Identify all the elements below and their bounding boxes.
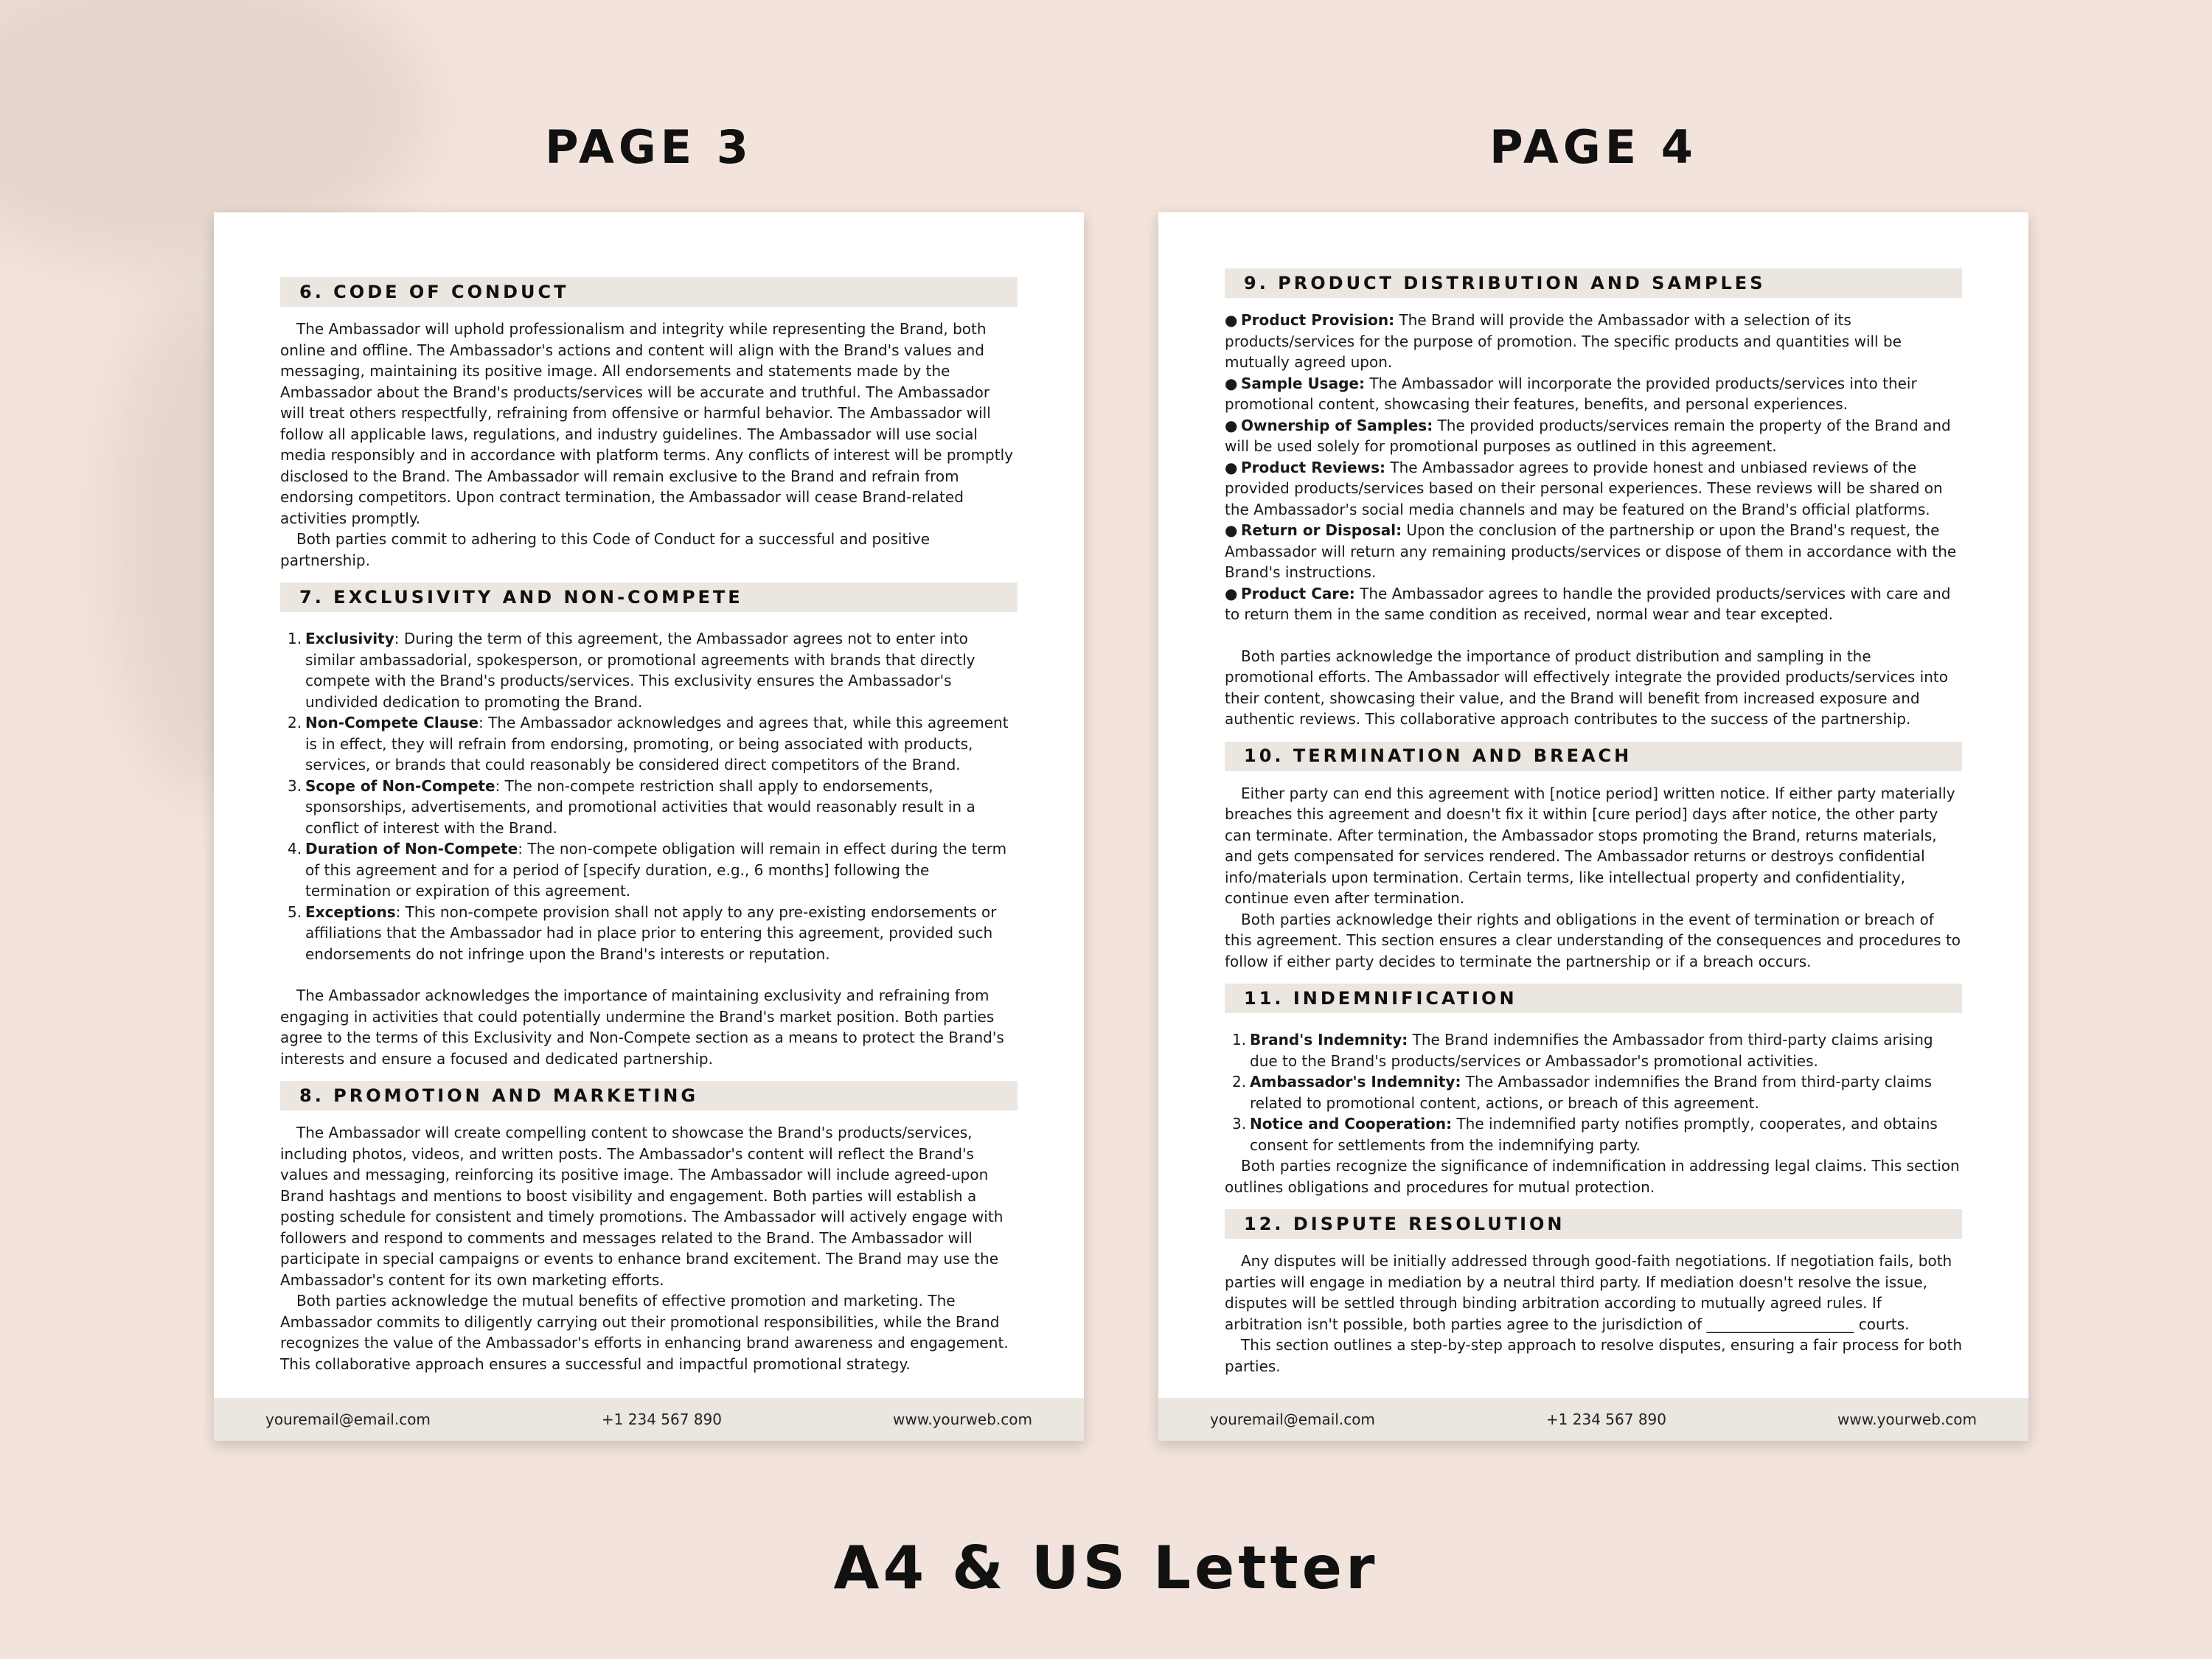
numbered-list [280,628,1018,964]
list-item: 4. Duration of Non-Compete: The non-compete obligation will remain in effect during the term of this agreement and for a period of [specify duration, e.g., 6 months] following the termination or expiration of this agreement. [288,840,1007,900]
section-indemnification [1225,984,1962,1197]
bullet-icon: ● [1225,521,1238,539]
footer-phone: +1 234 567 890 [601,1411,722,1428]
paragraph: This section outlines a step-by-step approach to resolve disputes, ensuring a fair process for both parties. [1225,1336,1963,1375]
numbered-list [1225,1029,1962,1155]
paragraph: Both parties acknowledge the importance of product distribution and sampling in the promotional efforts. The Ambassador will effectively integrate the provided products/services into their content, showcasing their value, and the Brand will benefit from increased exposure and authentic reviews. This collaborative approach contributes to the success of the partnership. [1225,647,1948,728]
section-heading: 12. DISPUTE RESOLUTION [1225,1209,1962,1239]
paragraph: Both parties commit to adhering to this Code of Conduct for a successful and positive partnership. [280,530,931,569]
document-page-4 [1158,212,2028,1441]
section-product-distribution [1225,268,1962,730]
list-item: 3. Scope of Non-Compete: The non-compete restriction shall apply to endorsements, sponsorships, advertisements, and promotional activities that would reasonably result in a conflict of interest with the Brand. [288,776,975,837]
section-heading: 10. TERMINATION AND BREACH [1225,742,1962,771]
format-label: A4 & US Letter [833,1534,1379,1602]
list-item: 3. Notice and Cooperation: The indemnified party notifies promptly, cooperates, and obtains consent for settlements from the indemnifying party. [1232,1115,1938,1154]
list-item: ● Product Care: The Ambassador agrees to handle the provided products/services with care and to return them in the same condition as received, normal wear and tear excepted. [1225,584,1951,623]
document-page-3 [214,212,1084,1441]
paragraph: The Ambassador will uphold professionalism and integrity while representing the Brand, both online and offline. The Ambassador's actions and content will align with the Brand's values and messaging, maintaining its positive image. All endorsements and statements made by the Ambassador about the Brand's products/services will be accurate and truthful. The Ambassador will treat others respectfully, refraining from offensive or harmful behavior. The Ambassador will follow all applicable laws, regulations, and industry guidelines. The Ambassador will use social media responsibly and in accordance with platform terms. Any conflicts of interest will be promptly disclosed to the Brand. The Ambassador will remain exclusive to the Brand and refrain from endorsing competitors. Upon contract termination, the Ambassador will cease Brand-related activities promptly. [280,320,1013,527]
footer-website: www.yourweb.com [893,1411,1032,1428]
page-4-label: PAGE 4 [1489,120,1697,174]
list-item: ● Return or Disposal: Upon the conclusion of the partnership or upon the Brand's request, the Ambassador will return any remaining products/services or dispose of them in accordance with the Brand's instructions. [1225,521,1957,581]
bullet-icon: ● [1225,311,1238,329]
section-heading: 6. CODE OF CONDUCT [280,277,1018,307]
bullet-icon: ● [1225,416,1238,434]
page-footer [214,1398,1084,1441]
section-exclusivity [280,582,1018,1069]
section-termination [1225,742,1962,973]
footer-email: youremail@email.com [1210,1411,1375,1428]
page-footer [1158,1398,2028,1441]
footer-website: www.yourweb.com [1837,1411,1977,1428]
paragraph: The Ambassador will create compelling content to showcase the Brand's products/services, including photos, videos, and written posts. The Ambassador's content will reflect the Brand's values and messaging, reinforcing its positive image. The Ambassador will include agreed-upon Brand hashtags and mentions to boost visibility and engagement. Both parties will establish a posting schedule for consistent and timely promotions. The Ambassador will actively engage with followers and respond to comments and messages related to the Brand. The Ambassador will participate in special campaigns or events to enhance brand excitement. The Brand may use the Ambassador's content for its own marketing efforts. [280,1124,1004,1289]
footer-email: youremail@email.com [265,1411,431,1428]
paragraph: The Ambassador acknowledges the importance of maintaining exclusivity and refraining from engaging in activities that could potentially undermine the Brand's market position. Both parties agree to the terms of this Exclusivity and Non-Compete section as a means to protect the Brand's interests and ensure a focused and dedicated partnership. [280,987,1004,1068]
paragraph: Any disputes will be initially addressed through good-faith negotiations. If negotiation fails, both parties will engage in mediation by a neutral third party. If mediation doesn't resolve the issue, disputes will be settled through binding arbitration according to mutually agreed rules. If arbitration isn't possible, both parties agree to the jurisdiction of ____________________ courts. [1225,1252,1952,1333]
bullet-icon: ● [1225,584,1238,602]
footer-phone: +1 234 567 890 [1545,1411,1666,1428]
list-item: 2. Non-Compete Clause: The Ambassador acknowledges and agrees that, while this agreement is in effect, they will refrain from endorsing, promoting, or being associated with products, services, or brands that could reasonably be considered direct competitors of the Brand. [288,714,1009,773]
paragraph: Both parties acknowledge their rights and obligations in the event of termination or breach of this agreement. This section ensures a clear understanding of the consequences and procedures to follow if either party decides to terminate the partnership or if a breach occurs. [1225,910,1961,970]
list-item: ● Sample Usage: The Ambassador will incorporate the provided products/services into their promotional content, showcasing their features, benefits, and personal experiences. [1225,374,1917,413]
paragraph: Both parties recognize the significance of indemnification in addressing legal claims. This section outlines obligations and procedures for mutual protection. [1225,1157,1960,1196]
section-promotion [280,1081,1018,1374]
list-item: 1. Brand's Indemnity: The Brand indemnifies the Ambassador from third-party claims arising due to the Brand's products/services or Ambassador's promotional activities. [1232,1031,1933,1070]
list-item: 1. Exclusivity: During the term of this agreement, the Ambassador agrees not to enter into similar ambassadorial, spokesperson, or promotional agreements with brands that directly compete with the Brand's products/services. This exclusivity ensures the Ambassador's undivided dedication to promoting the Brand. [288,630,975,711]
list-item: 2. Ambassador's Indemnity: The Ambassador indemnifies the Brand from third-party claims related to promotional content, actions, or breach of this agreement. [1232,1073,1933,1112]
bullet-icon: ● [1225,374,1238,392]
list-item: 5. Exceptions: This non-compete provision shall not apply to any pre-existing endorsements or affiliations that the Ambassador had in place prior to entering this agreement, provided such endorsements do not infringe upon the Brand's interests or reputation. [288,902,997,963]
section-heading: 8. PROMOTION AND MARKETING [280,1081,1018,1110]
paragraph: Either party can end this agreement with [notice period] written notice. If either party materially breaches this agreement and doesn't fix it within [cure period] days after notice, the other party can terminate. After termination, the Ambassador stops promoting the Brand, returns materials, and gets compensated for services rendered. The Ambassador returns or destroys confidential info/materials upon termination. Certain terms, like intellectual property and confidentiality, continue even after termination. [1225,784,1955,907]
section-dispute-resolution [1225,1209,1962,1377]
list-item: ● Product Provision: The Brand will provide the Ambassador with a selection of its products/services for the purpose of promotion. The specific products and quantities will be mutually agreed upon. [1225,311,1902,371]
bullet-list [1225,310,1962,625]
page-3-label: PAGE 3 [545,120,753,174]
section-heading: 7. EXCLUSIVITY AND NON-COMPETE [280,582,1018,612]
list-item: ● Product Reviews: The Ambassador agrees to provide honest and unbiased reviews of the provided products/services based on their personal experiences. These reviews will be shared on the Ambassador's social media channels and may be featured on the Brand's official platforms. [1225,458,1943,518]
list-item: ● Ownership of Samples: The provided products/services remain the property of the Brand and will be used solely for promotional purposes as outlined in this agreement. [1225,416,1951,455]
paragraph: Both parties acknowledge the mutual benefits of effective promotion and marketing. The Ambassador commits to diligently carrying out their promotional responsibilities, while the Brand recognizes the value of the Ambassador's efforts in enhancing brand awareness and engagement. This collaborative approach ensures a successful and impactful promotional strategy. [280,1292,1009,1373]
bullet-icon: ● [1225,458,1238,476]
section-code-of-conduct [280,277,1018,571]
section-heading: 11. INDEMNIFICATION [1225,984,1962,1013]
section-heading: 9. PRODUCT DISTRIBUTION AND SAMPLES [1225,268,1962,298]
